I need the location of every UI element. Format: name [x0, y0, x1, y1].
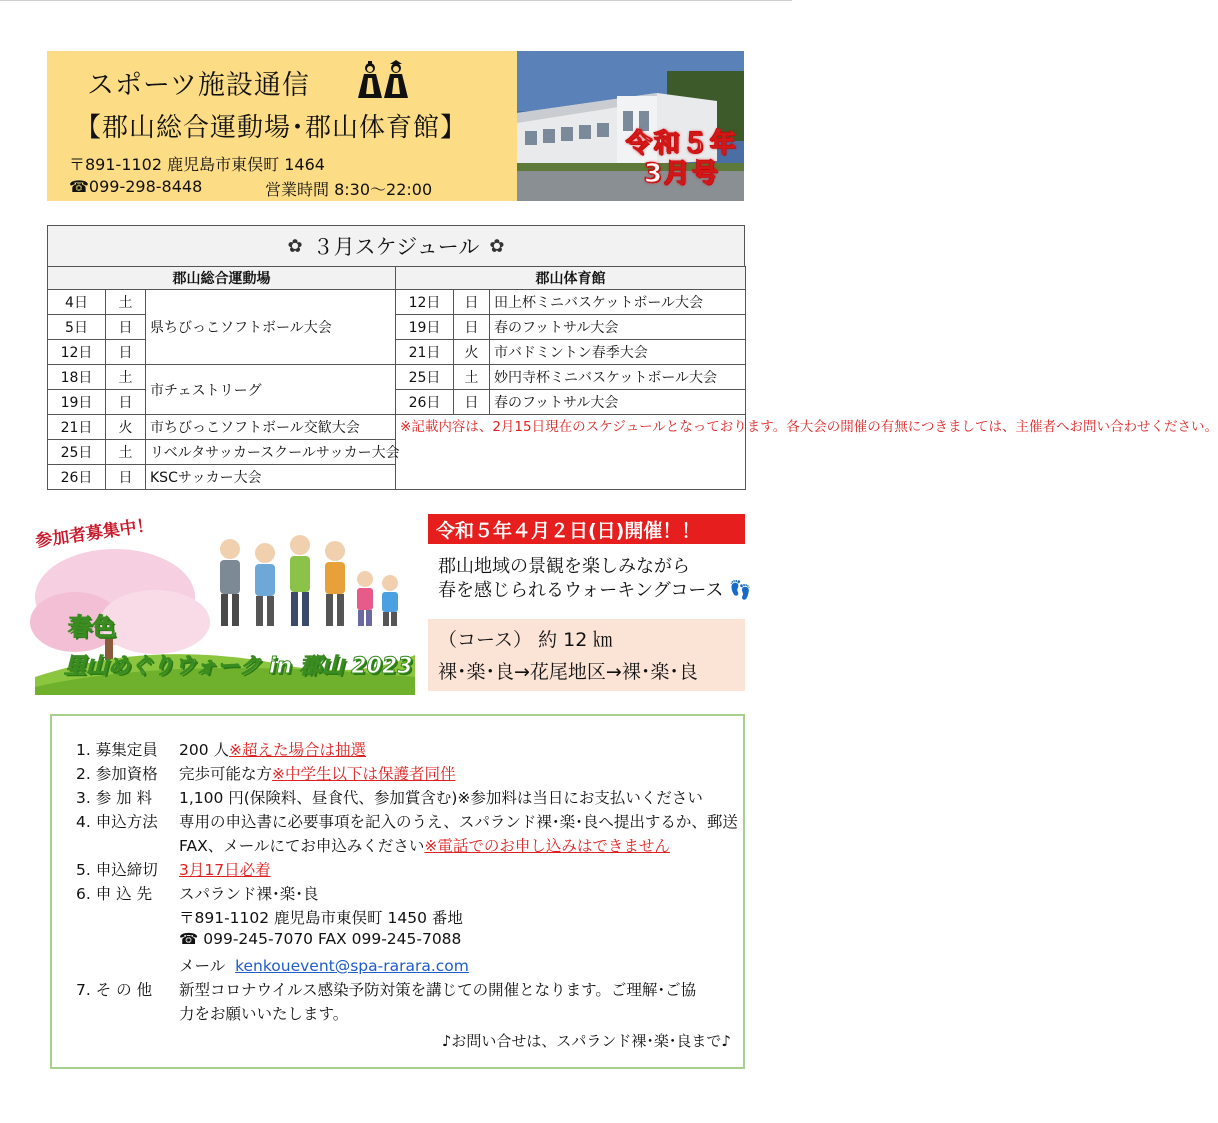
schedule-table	[47, 266, 1218, 490]
schedule-title: ３月スケジュール	[312, 235, 480, 259]
description-line	[438, 579, 752, 603]
detail-value: 新型コロナウイルス感染予防対策を講じての開催となります。ご理解･ご協	[179, 981, 697, 999]
right-event: 妙円寺杯ミニバスケットボール大会	[490, 365, 746, 390]
detail-label: 7. そ の 他	[76, 981, 153, 999]
event-date-banner: 令和５年４月２日(日)開催！！	[428, 514, 745, 544]
left-date: 19日	[48, 390, 106, 415]
issue-label	[626, 129, 738, 189]
right-day: 土	[454, 365, 490, 390]
detail-value: 1,100 円(保険料、昼食代、参加賞含む)※参加料は当日にお支払いください	[179, 789, 703, 807]
detail-row	[76, 786, 703, 808]
course-distance: （コース） 約 12 ㎞	[438, 629, 613, 651]
detail-label: 6. 申 込 先	[76, 885, 153, 903]
left-event-group: 県ちびっこソフトボール大会	[146, 290, 396, 365]
left-day: 土	[106, 440, 146, 465]
opening-hours: 営業時間 8:30～22:00	[265, 180, 433, 199]
event-spring-label: 春色	[68, 613, 116, 641]
detail-row	[76, 882, 319, 904]
left-event: 市ちびっこソフトボール交歓大会	[146, 415, 396, 440]
right-event: 春のフットサル大会	[490, 390, 746, 415]
right-event: 市バドミントン春季大会	[490, 340, 746, 365]
left-date: 18日	[48, 365, 106, 390]
detail-row	[76, 954, 469, 976]
detail-value: 〒891-1102 鹿児島市東俣町 1450 番地	[179, 909, 463, 927]
left-date: 21日	[48, 415, 106, 440]
right-day: 火	[454, 340, 490, 365]
course-box	[428, 619, 745, 691]
detail-row	[76, 930, 461, 948]
facility-phone: ☎099-298-8448	[69, 177, 203, 196]
detail-label: 4. 申込方法	[76, 813, 158, 831]
event-details-box	[50, 714, 745, 1069]
table-header-row	[48, 267, 746, 290]
detail-label: 2. 参加資格	[76, 765, 158, 783]
table-row	[48, 290, 746, 315]
flower-icon: ✿	[287, 235, 303, 257]
description-text: 春を感じられるウォーキングコース	[438, 580, 724, 601]
left-day: 日	[106, 340, 146, 365]
detail-value: 200 人	[179, 741, 230, 759]
left-date: 12日	[48, 340, 106, 365]
right-day: 日	[454, 290, 490, 315]
venue-name: 【郡山総合運動場･郡山体育館】	[75, 113, 468, 143]
contact-closing: ♪お問い合せは、スパランド裸･楽･良まで♪	[441, 1032, 731, 1050]
issue-era: 令和５年	[625, 129, 738, 159]
left-date: 4日	[48, 290, 106, 315]
right-day: 日	[454, 390, 490, 415]
detail-value: FAX、メールにてお申込みください	[179, 837, 425, 855]
column-header-left: 郡山総合運動場	[48, 267, 396, 290]
description-line: 郡山地域の景観を楽しみながら	[438, 556, 690, 577]
detail-value: ☎ 099-245-7070 FAX 099-245-7088	[179, 930, 462, 948]
right-date: 21日	[396, 340, 454, 365]
right-event: 春のフットサル大会	[490, 315, 746, 340]
issue-month: 3月号	[643, 159, 721, 189]
schedule-note: ※記載内容は、2月15日現在のスケジュールとなっております。各大会の開催の有無につきましては、主催者へお問い合わせください。	[396, 415, 746, 490]
footprints-icon: 👣	[729, 580, 752, 601]
left-day: 土	[106, 365, 146, 390]
right-date: 25日	[396, 365, 454, 390]
detail-row	[76, 762, 456, 784]
left-day: 火	[106, 415, 146, 440]
recruit-badge: 参加者募集中！	[34, 515, 155, 552]
left-date: 5日	[48, 315, 106, 340]
detail-note: ※中学生以下は保護者同伴	[272, 765, 456, 783]
right-date: 12日	[396, 290, 454, 315]
email-link[interactable]: kenkouevent@spa-rarara.com	[235, 957, 469, 975]
detail-row	[76, 906, 463, 928]
detail-value: 専用の申込書に必要事項を記入のうえ、スパランド裸･楽･良へ提出するか、郵送	[179, 813, 738, 831]
detail-value: 力をお願いいたします。	[179, 1005, 349, 1023]
right-date: 19日	[396, 315, 454, 340]
detail-label: 3. 参 加 料	[76, 789, 153, 807]
left-event: リベルタサッカースクールサッカー大会	[146, 440, 396, 465]
event-name: 里山めぐりウォーク in 郡山 2023	[64, 654, 413, 679]
newsletter-title: スポーツ施設通信	[87, 70, 310, 101]
flower-icon: ✿	[489, 235, 505, 257]
left-day: 日	[106, 315, 146, 340]
march-schedule	[47, 225, 1218, 490]
facility-address: 〒891-1102 鹿児島市東俣町 1464	[69, 155, 325, 174]
left-date: 26日	[48, 465, 106, 490]
left-event-group: 市チェストリーグ	[146, 365, 396, 415]
newsletter-header	[47, 51, 517, 201]
left-day: 日	[106, 390, 146, 415]
detail-label: 1. 募集定員	[76, 741, 158, 759]
detail-row	[76, 810, 738, 832]
detail-row	[76, 858, 271, 880]
right-day: 日	[454, 315, 490, 340]
detail-note: ※超えた場合は抽選	[229, 741, 367, 759]
detail-note: 3月17日必着	[179, 861, 271, 879]
column-header-right: 郡山体育館	[396, 267, 746, 290]
detail-value: メール	[179, 957, 226, 975]
right-event: 田上杯ミニバスケットボール大会	[490, 290, 746, 315]
detail-value: 完歩可能な方	[179, 765, 273, 783]
detail-row	[76, 1002, 348, 1024]
left-event: KSCサッカー大会	[146, 465, 396, 490]
detail-value: スパランド裸･楽･良	[179, 885, 319, 903]
table-row	[48, 365, 746, 390]
top-rule	[0, 0, 792, 1]
detail-note: ※電話でのお申し込みはできません	[424, 837, 670, 855]
left-date: 25日	[48, 440, 106, 465]
event-description	[438, 555, 752, 603]
course-route: 裸･楽･良→花尾地区→裸･楽･良	[438, 661, 698, 683]
hina-dolls-icon	[352, 60, 414, 100]
table-row	[48, 415, 746, 440]
detail-row	[76, 834, 670, 856]
gymnasium-photo	[517, 51, 744, 201]
detail-row	[76, 738, 366, 760]
detail-label: 5. 申込締切	[76, 861, 158, 879]
right-date: 26日	[396, 390, 454, 415]
schedule-title-bar	[47, 225, 745, 266]
detail-row	[76, 978, 696, 1000]
left-day: 土	[106, 290, 146, 315]
left-day: 日	[106, 465, 146, 490]
